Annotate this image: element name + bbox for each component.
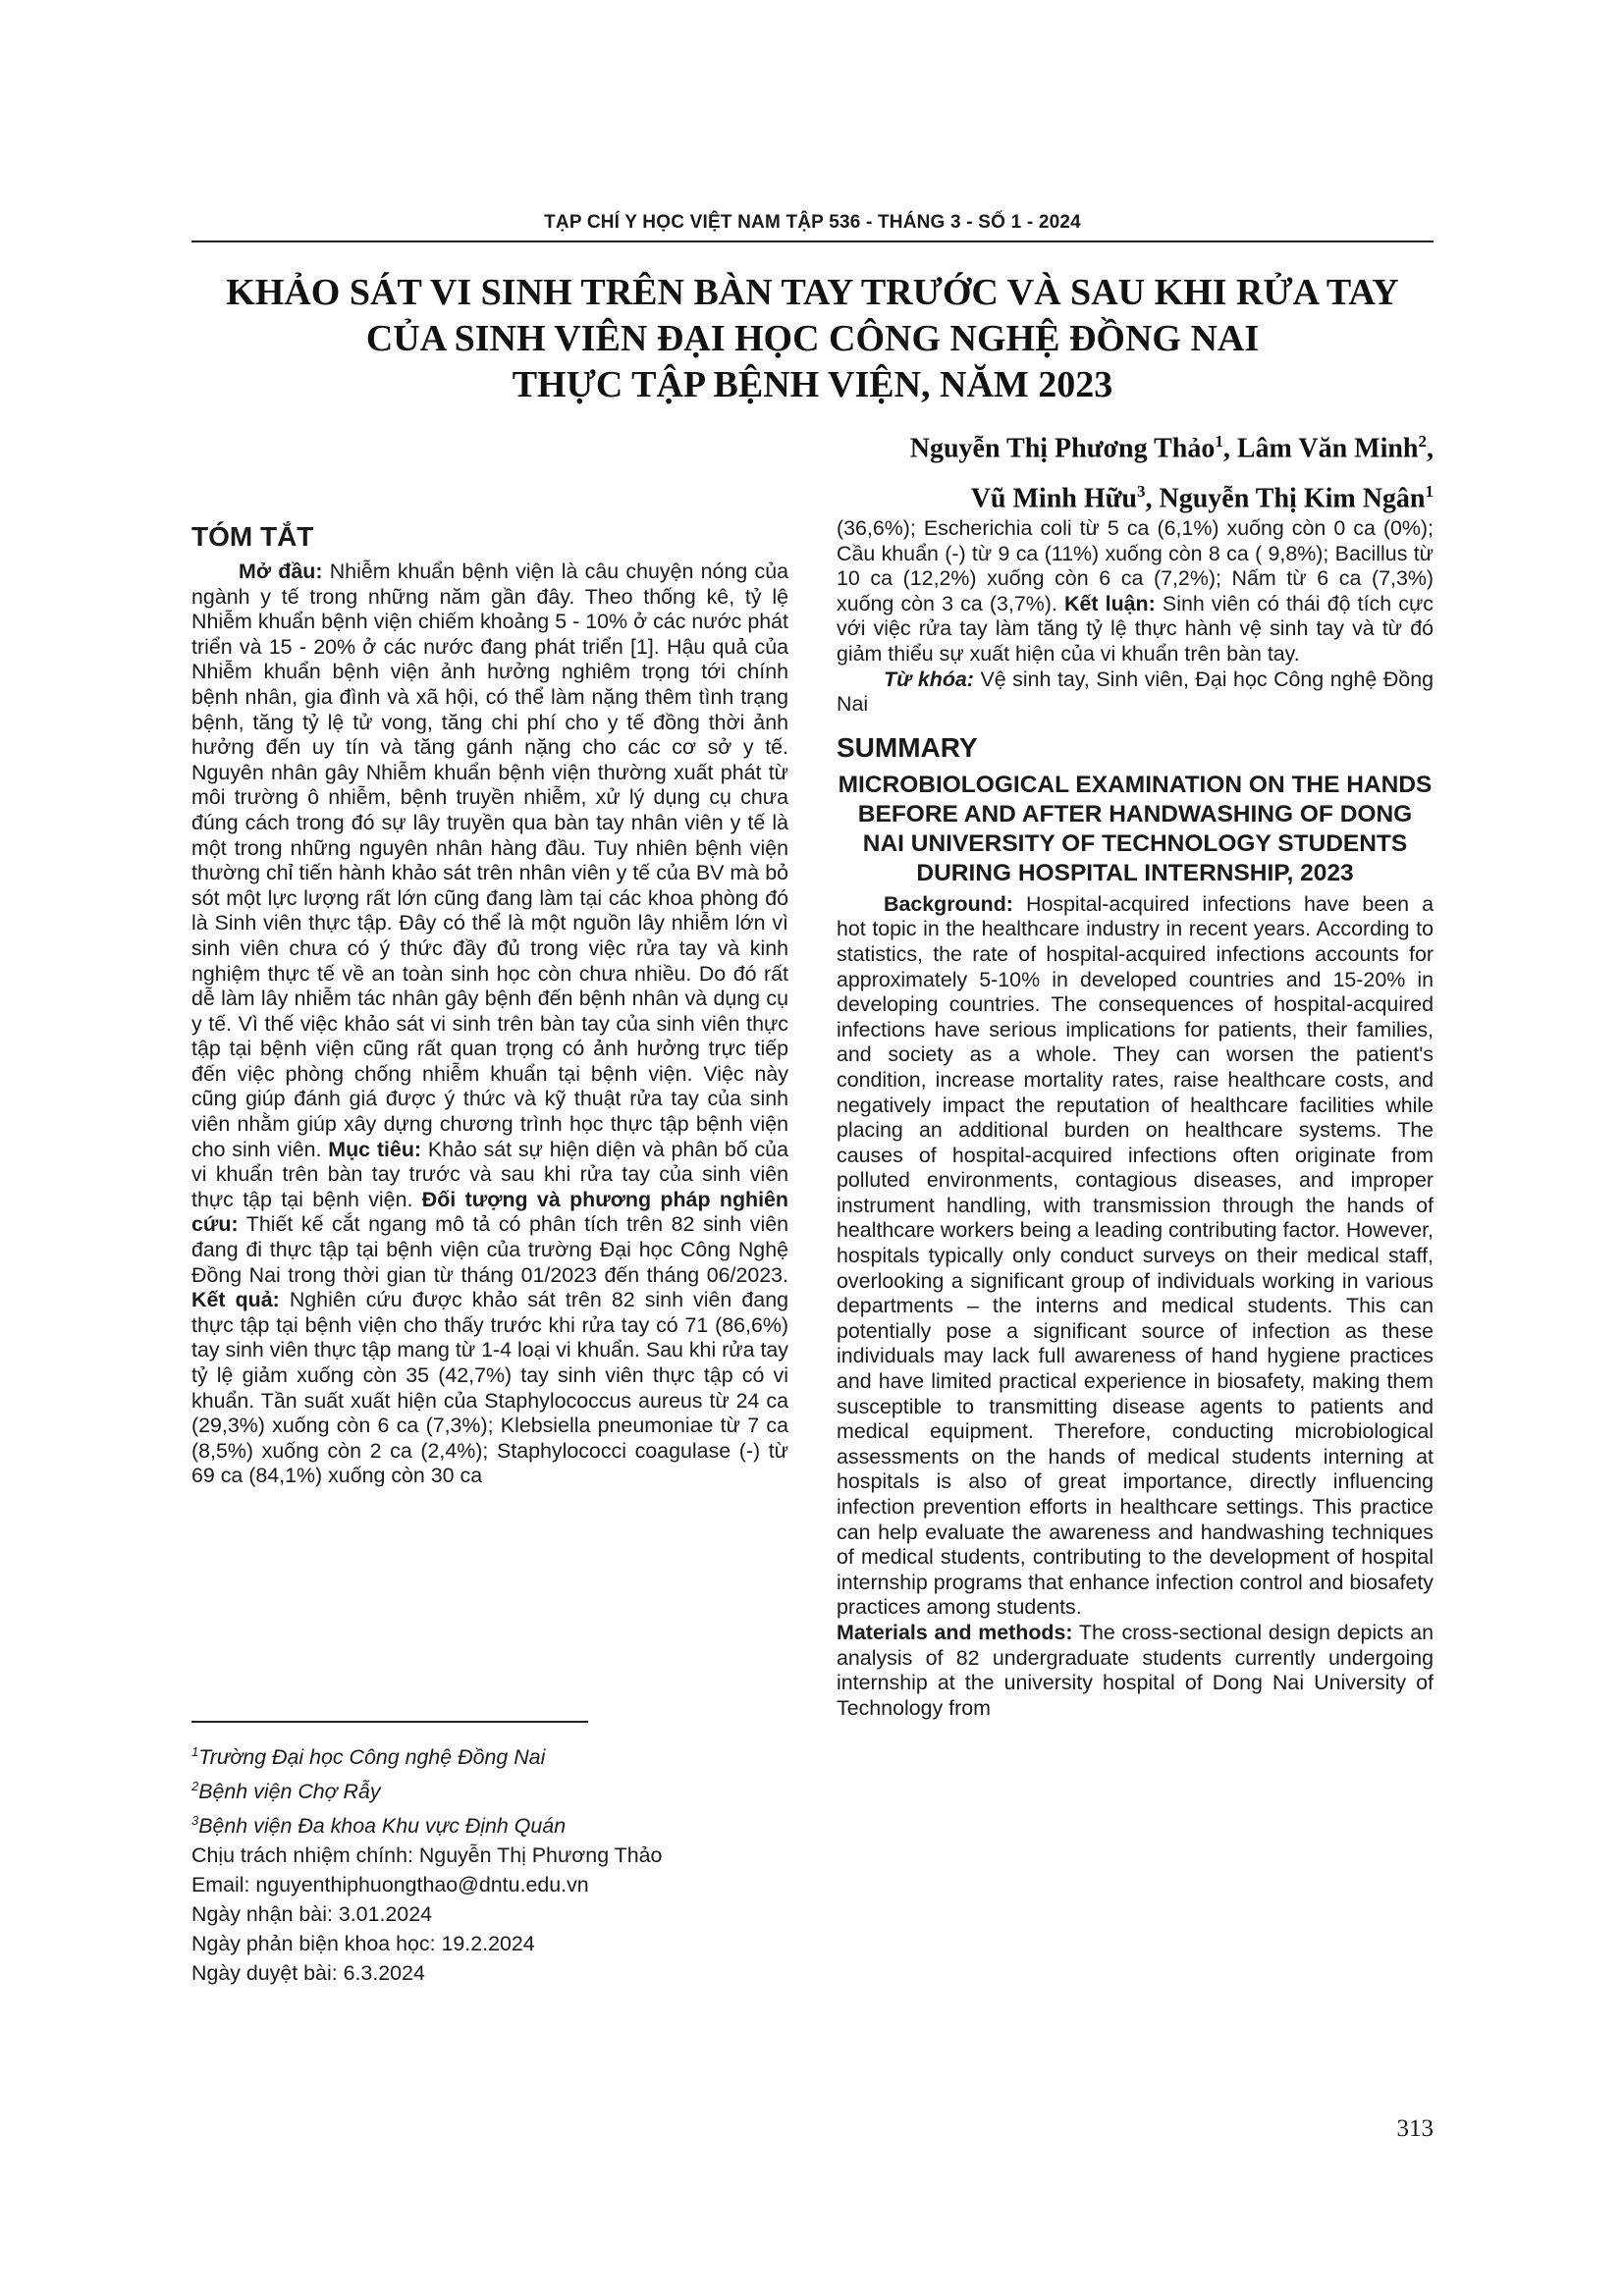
- page-number: 313: [1396, 2115, 1434, 2142]
- keywords: [837, 667, 1434, 718]
- text-ket-qua: Nghiên cứu được khảo sát trên 82 sinh viên đang thực tập tại bệnh viện cho thấy trước khi rửa tay có 71 (86,6%) tay sinh viên thực tập mang từ 1-4 loại vi khuẩn. Sau khi rửa tay tỷ lệ giảm xuống còn 35 (42,7%) tay sinh viên thực tập có vi khuẩn. Tần suất xuất hiện của Staphylococcus aureus từ 24 ca (29,3%) xuống còn 6 ca (7,3%); Klebsiella pneumoniae từ 7 ca (8,5%) xuống còn 2 ca (2,4%); Staphylococci coagulase (-) từ 69 ca (84,1%) xuống còn 30 ca: [191, 1288, 788, 1488]
- footnote-email: Email: nguyenthiphuongthao@dntu.edu.vn: [191, 1873, 589, 1897]
- title-line-3: THỰC TẬP BỆNH VIỆN, NĂM 2023: [512, 364, 1113, 405]
- label-mo-dau: Mở đầu:: [239, 560, 323, 583]
- author-line-1: Nguyễn Thị Phương Thảo$^1$, Lâm Văn Minh$^2$,: [909, 432, 1434, 464]
- affiliation-text: Bệnh viện Chợ Rẫy: [198, 1780, 381, 1804]
- footnote-rule: [191, 1721, 588, 1723]
- abstract-vietnamese: [191, 520, 788, 1489]
- author-list: [648, 420, 1434, 521]
- author-name: Nguyễn Thị Phương Thảo: [909, 433, 1216, 464]
- section-heading-tom-tat: TÓM TẮT: [191, 521, 314, 552]
- abstract-paragraph: [191, 560, 788, 1489]
- footnote-reviewed: Ngày phản biện khoa học: 19.2.2024: [191, 1932, 535, 1956]
- label-ket-luan: Kết luận:: [1064, 591, 1156, 615]
- author-affiliation: 3: [1137, 482, 1146, 502]
- footnote-affiliation-1: $^1$Trường Đại học Công nghệ Đồng Nai: [191, 1744, 546, 1770]
- journal-header: TẠP CHÍ Y HỌC VIỆT NAM TẬP 536 - THÁNG 3 - SỐ 1 - 2024: [544, 212, 1081, 233]
- summary-methods: [837, 1621, 1434, 1721]
- footnote-responsible: Chịu trách nhiệm chính: Nguyễn Thị Phương Thảo: [191, 1843, 663, 1868]
- abstract-right-column: [837, 516, 1434, 1721]
- label-muc-tieu: Mục tiêu:: [328, 1137, 422, 1161]
- footnote-accepted: Ngày duyệt bài: 6.3.2024: [191, 1961, 425, 1986]
- footnote-affiliation-2: $^2$Bệnh viện Chợ Rẫy: [191, 1779, 381, 1804]
- text-mo-dau: Nhiễm khuẩn bệnh viện là câu chuyện nóng của ngành y tế trong những năm gần đây. Theo thống kê, tỷ lệ Nhiễm khuẩn bệnh viện chiếm khoảng 5 - 10% ở các nước phát triển và 15 - 20% ở các nước đang phát triển [1]. Hậu quả của Nhiễm khuẩn bệnh viện ảnh hưởng nghiêm trọng tới chính bệnh nhân, gia đình và xã hội, có thể làm nặng thêm tình trạng bệnh, tăng tỷ lệ tử vong, tăng chi phí cho y tế đồng thời ảnh hưởng đến uy tín và tăng gánh nặng cho các cơ sở y tế. Nguyên nhân gây Nhiễm khuẩn bệnh viện thường xuất phát từ môi trường ô nhiễm, bệnh truyền nhiễm, xử lý dụng cụ chưa đúng cách trong đó sự lây truyền qua bàn tay nhân viên y tế là một trong những nguyên nhân hàng đầu. Tuy nhiên bệnh viện thường chỉ tiến hành khảo sát trên nhân viên y tế của BV mà bỏ sót một lực lượng rất lớn cũng đang làm tại các khoa phòng đó là Sinh viên thực tập. Đây có thể là một nguồn lây nhiễm lớn vì sinh viên chưa có ý thức đầy đủ trong việc rửa tay và kinh nghiệm thực tế về an toàn sinh học còn chưa nhiều. Do đó rất dễ làm lây nhiễm tác nhân gây bệnh đến bệnh nhân và dụng cụ y tế. Vì thế việc khảo sát vi sinh trên bàn tay của sinh viên thực tập tại bệnh viện cũng rất quan trọng có ảnh hưởng trực tiếp đến việc phòng chống nhiễm khuẩn tại bệnh viện. Việc này cũng giúp đánh giá được ý thức và kỹ thuật rửa tay của sinh viên nhằm giúp xây dựng chương trình học thực tập bệnh viện cho sinh viên.: [191, 560, 788, 1161]
- title-line-2: CỦA SINH VIÊN ĐẠI HỌC CÔNG NGHỆ ĐỒNG NAI: [365, 318, 1260, 359]
- text-tu-khoa: Vệ sinh tay, Sinh viên, Đại học Công nghệ Đồng Nai: [837, 667, 1434, 717]
- author-name: Lâm Văn Minh: [1236, 433, 1419, 464]
- label-tu-khoa: Từ khóa:: [884, 667, 974, 691]
- author-name: Nguyễn Thị Kim Ngân: [1159, 483, 1426, 514]
- title-line-1: KHẢO SÁT VI SINH TRÊN BÀN TAY TRƯỚC VÀ SAU KHI RỬA TAY: [226, 272, 1399, 313]
- text-ket-luan: Sinh viên có thái độ tích cực với việc rửa tay làm tăng tỷ lệ thực hành vệ sinh tay và từ đó giảm thiểu sự xuất hiện của vi khuẩn trên bàn tay.: [837, 591, 1434, 666]
- label-methods: Materials and methods:: [837, 1620, 1073, 1644]
- author-affiliation: 1: [1425, 482, 1434, 502]
- label-background: Background:: [884, 891, 1013, 916]
- text-methods: The cross-sectional design depicts an analysis of 82 undergraduate students currently undergoing internship at the university hospital of Dong Nai University of Technology from: [837, 1620, 1435, 1720]
- abstract-continuation: [837, 516, 1434, 667]
- text-muc-tieu: Khảo sát sự hiện diện và phân bố của vi khuẩn trên bàn tay trước và sau khi rửa tay của sinh viên thực tập tại bệnh viện.: [191, 1137, 788, 1211]
- author-name: Vũ Minh Hữu: [970, 483, 1137, 514]
- text-doi-tuong: Thiết kế cắt ngang mô tả có phân tích trên 82 sinh viên đang đi thực tập tại bệnh viện của trường Đại học Công Nghệ Đồng Nai trong thời gian từ tháng 01/2023 đến tháng 06/2023.: [191, 1212, 789, 1287]
- label-ket-qua: Kết quả:: [191, 1288, 280, 1312]
- author-line-2: Vũ Minh Hữu$^3$, Nguyễn Thị Kim Ngân$^1$: [970, 482, 1434, 514]
- footnote-received: Ngày nhận bài: 3.01.2024: [191, 1902, 433, 1927]
- footnotes: [191, 1737, 788, 1988]
- text-background: Hospital-acquired infections have been a hot topic in the healthcare industry in recent years. According to statistics, the rate of hospital-acquired infections accounts for approximately 5-10% in developed countries and 15-20% in developing countries. The consequences of hospital-acquired infections have serious implications for patients, their families, and society as a whole. They can worsen the patient's condition, increase mortality rates, raise healthcare costs, and negatively impact the reputation of healthcare facilities while placing an additional burden on healthcare systems. The causes of hospital-acquired infections often originate from polluted environments, contagious diseases, and improper instrument handling, with transmission through the hands of healthcare workers being a leading contributing factor. However, hospitals typically only conduct surveys on their medical staff, overlooking a significant group of individuals working in various departments – the interns and medical students. This can potentially pose a significant source of infection as these individuals may lack full awareness of hand hygiene practices and have limited practical experience in biosafety, making them susceptible to transmitting disease agents to patients and medical equipment. Therefore, conducting microbiological assessments on the hands of medical students interning at hospitals is also of great importance, directly influencing infection prevention efforts in healthcare settings. This practice can help evaluate the awareness and handwashing techniques of medical students, contributing to the development of hospital internship programs that enhance infection control and biosafety practices among students.: [837, 891, 1434, 1620]
- article-title: [191, 270, 1434, 408]
- author-affiliation: 2: [1418, 432, 1427, 451]
- footnote-affiliation-3: $^3$Bệnh viện Đa khoa Khu vực Định Quán: [191, 1813, 567, 1839]
- affiliation-text: Bệnh viện Đa khoa Khu vực Định Quán: [198, 1814, 567, 1839]
- section-heading-summary: SUMMARY: [837, 731, 978, 763]
- header-rule: [191, 240, 1434, 242]
- english-title: MICROBIOLOGICAL EXAMINATION ON THE HANDS BEFORE AND AFTER HANDWASHING OF DONG NAI UNIVERSITY OF TECHNOLOGY STUDENTS DURING HOSPITAL INTERNSHIP, 2023: [838, 771, 1433, 886]
- label-doi-tuong: Đối tượng và phương pháp nghiên cứu:: [191, 1187, 788, 1237]
- affiliation-text: Trường Đại học Công nghệ Đồng Nai: [198, 1745, 546, 1770]
- author-affiliation: 1: [1215, 432, 1223, 451]
- text-ket-qua-cont: (36,6%); Escherichia coli từ 5 ca (6,1%) xuống còn 0 ca (0%); Cầu khuẩn (-) từ 9 ca (11%) xuống còn 8 ca ( 9,8%); Bacillus từ 10 ca (12,2%) xuống còn 6 ca (7,2%); Nấm từ 6 ca (7,3%) xuống còn 3 ca (3,7%).: [837, 516, 1434, 615]
- summary-paragraph: [837, 892, 1434, 1621]
